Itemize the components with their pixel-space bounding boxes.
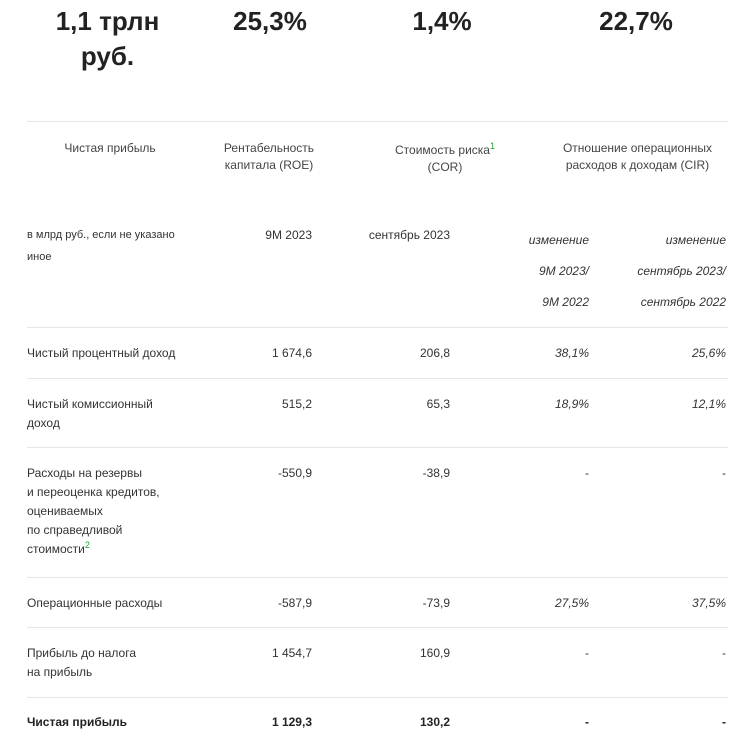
row-net-profit-chg9m: -	[585, 715, 589, 729]
units-note-line2: иное	[27, 251, 52, 263]
row-net-profit-sep: 130,2	[419, 715, 450, 729]
row-net-fee-income-label-line2: доход	[27, 416, 60, 430]
row-net-profit-chgsep: -	[722, 715, 726, 729]
units-note-line1: в млрд руб., если не указано	[27, 229, 175, 241]
row-pretax-profit-chgsep: -	[722, 646, 726, 660]
cor-abbr: (COR)	[427, 160, 463, 174]
header-divider	[27, 327, 728, 328]
row-provisions-label	[27, 464, 160, 559]
cor-label-text: Стоимость риска	[395, 143, 490, 157]
row-pretax-profit-chg9m: -	[585, 646, 589, 660]
col-header-sep-2023: сентябрь 2023	[368, 228, 450, 242]
row-divider	[27, 378, 728, 379]
row-net-interest-income-9m: 1 674,6	[271, 346, 312, 360]
units-note	[27, 224, 175, 268]
row-provisions-9m: -550,9	[277, 466, 312, 480]
row-provisions-label-line5: стоимости	[27, 542, 85, 556]
col-header-change-9m-line1: изменение	[528, 233, 589, 247]
row-net-profit-label: Чистая прибыль	[27, 715, 127, 729]
row-pretax-profit-sep: 160,9	[419, 646, 450, 660]
col-header-change-sep-line2: сентябрь 2023/	[637, 264, 726, 278]
kpi-roe-value: 25,3%	[233, 6, 307, 36]
kpi-divider	[27, 121, 728, 122]
row-net-interest-income-chgsep: 25,6%	[691, 346, 726, 360]
col-header-change-sep-line1: изменение	[665, 233, 726, 247]
row-operating-expenses-sep: -73,9	[422, 596, 450, 610]
row-net-fee-income-label-line1: Чистый комиссионный	[27, 397, 153, 411]
row-pretax-profit-9m: 1 454,7	[271, 646, 312, 660]
cir-label: Отношение операционных расходов к доходам (CIR)	[562, 141, 713, 172]
row-provisions-label-line4: по справедливой	[27, 523, 123, 537]
row-net-interest-income-label: Чистый процентный доход	[27, 346, 176, 360]
row-provisions-chgsep: -	[722, 466, 726, 480]
cor-footnote-link[interactable]: 1	[489, 141, 495, 151]
row-net-fee-income-chgsep: 12,1%	[691, 397, 726, 411]
col-header-change-9m-line2: 9М 2023/	[538, 264, 589, 278]
row-provisions-label-line2: и переоценка кредитов,	[27, 485, 160, 499]
row-provisions-chg9m: -	[585, 466, 589, 480]
row-net-interest-income-sep: 206,8	[419, 346, 450, 360]
provisions-footnote-link[interactable]: 2	[84, 540, 90, 550]
row-provisions-sep: -38,9	[422, 466, 450, 480]
net-profit-label: Чистая прибыль	[64, 141, 156, 155]
row-pretax-profit-label-line1: Прибыль до налога	[27, 646, 136, 660]
row-operating-expenses-label: Операционные расходы	[27, 596, 163, 610]
row-provisions-label-line1: Расходы на резервы	[27, 466, 142, 480]
row-pretax-profit-label-line2: на прибыль	[27, 665, 93, 679]
kpi-net-profit-value: 1,1 трлн руб.	[55, 6, 160, 71]
row-net-fee-income-9m: 515,2	[281, 397, 312, 411]
row-net-profit-9m: 1 129,3	[271, 715, 312, 729]
col-header-change-9m	[480, 225, 589, 318]
col-header-9m-2023: 9М 2023	[265, 228, 312, 242]
row-divider	[27, 697, 728, 698]
kpi-cir-value: 22,7%	[599, 6, 673, 36]
roe-label: Рентабельность капитала (ROE)	[223, 141, 315, 172]
row-provisions-label-line3: оцениваемых	[27, 504, 103, 518]
row-divider	[27, 577, 728, 578]
cor-label	[375, 142, 515, 176]
row-operating-expenses-9m: -587,9	[277, 596, 312, 610]
col-header-change-sep-line3: сентябрь 2022	[640, 295, 726, 309]
row-operating-expenses-chg9m: 27,5%	[554, 596, 589, 610]
kpi-cor-value: 1,4%	[412, 6, 472, 36]
col-header-change-9m-line3: 9М 2022	[542, 295, 589, 309]
row-net-fee-income-label	[27, 395, 153, 433]
row-net-fee-income-chg9m: 18,9%	[554, 397, 589, 411]
col-header-change-sep	[600, 225, 726, 318]
row-net-interest-income-chg9m: 38,1%	[554, 346, 589, 360]
row-pretax-profit-label	[27, 644, 136, 682]
row-net-fee-income-sep: 65,3	[426, 397, 450, 411]
row-operating-expenses-chgsep: 37,5%	[691, 596, 726, 610]
row-divider	[27, 627, 728, 628]
row-divider	[27, 447, 728, 448]
